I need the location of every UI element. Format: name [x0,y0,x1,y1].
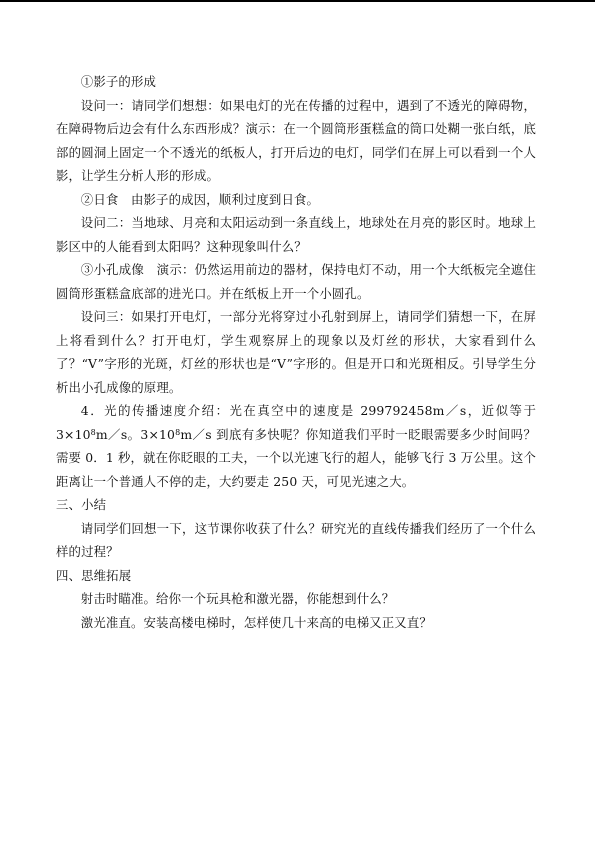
question-two-paragraph: 设问二：当地球、月亮和太阳运动到一条直线上，地球处在月亮的影区时。地球上影区中的人能看到太阳吗？这种现象叫什么？ [56,215,536,254]
question-three-paragraph: 设问三：如果打开电灯，一部分光将穿过小孔射到屏上，请同学们猜想一下，在屏上将看到什么？打开电灯，学生观察屏上的现象以及灯丝的形状，大家看到什么了？“V”字形的光斑，灯丝的形状也是“V”字形的。但是开口和光斑相反。引导学生分析出小孔成像的原理。 [56,309,536,395]
extension-paragraph-aiming: 射击时瞄准。给你一个玩具枪和激光器，你能想到什么？ [80,591,395,606]
subsection-shadow-formation: ①影子的形成 [80,74,157,89]
extension-paragraph-laser: 激光准直。安装高楼电梯时，怎样使几十来高的电梯又正又直？ [80,614,432,630]
light-speed-text-b: m／s。3×10 [95,426,176,442]
summary-paragraph: 请同学们回想一下，这节课你收获了什么？研究光的直线传播我们经历了一个什么样的过程？ [56,520,536,559]
light-speed-paragraph [56,399,536,493]
subsection-solar-eclipse: ②日食 由影子的成因，顺利过度到日食。 [80,191,320,207]
light-speed-exponent-2: 8 [175,427,181,437]
question-one-paragraph: 设问一：请同学们想想：如果电灯的光在传播的过程中，遇到了不透光的障碍物，在障碍物后边会有什么东西形成？演示：在一个圆筒形蛋糕盒的筒口处糊一张白纸，底部的圆洞上固定一个不透光的纸板人，打开后边的电灯，同学们在屏上可以看到一个人影，让学生分析人形的形成。 [56,97,536,183]
document-page [56,70,536,634]
section-heading-summary: 三、小结 [56,497,107,512]
section-heading-extension: 四、思维拓展 [56,567,132,583]
page-top-border [0,0,595,2]
light-speed-text-a: 4．光的传播速度介绍：光在真空中的速度是 299792458m／s，近似等于 3×10 [56,403,536,442]
light-speed-text-c: m／s 到底有多快呢？你知道我们平时一眨眼需要多少时间吗？需要 0．1 秒，就在你眨眼的工夫，一个以光速飞行的超人，能够飞行 3 万公里。这个距离让一个普通人不停的走，大约要走 250 天，可见光速之大。 [56,426,536,489]
subsection-pinhole-imaging: ③小孔成像 演示：仍然运用前边的器材，保持电灯不动，用一个大纸板完全遮住圆筒形蛋糕盒底部的进光口。并在纸板上开一个小圆孔。 [56,262,536,301]
light-speed-exponent-1: 8 [90,427,96,437]
